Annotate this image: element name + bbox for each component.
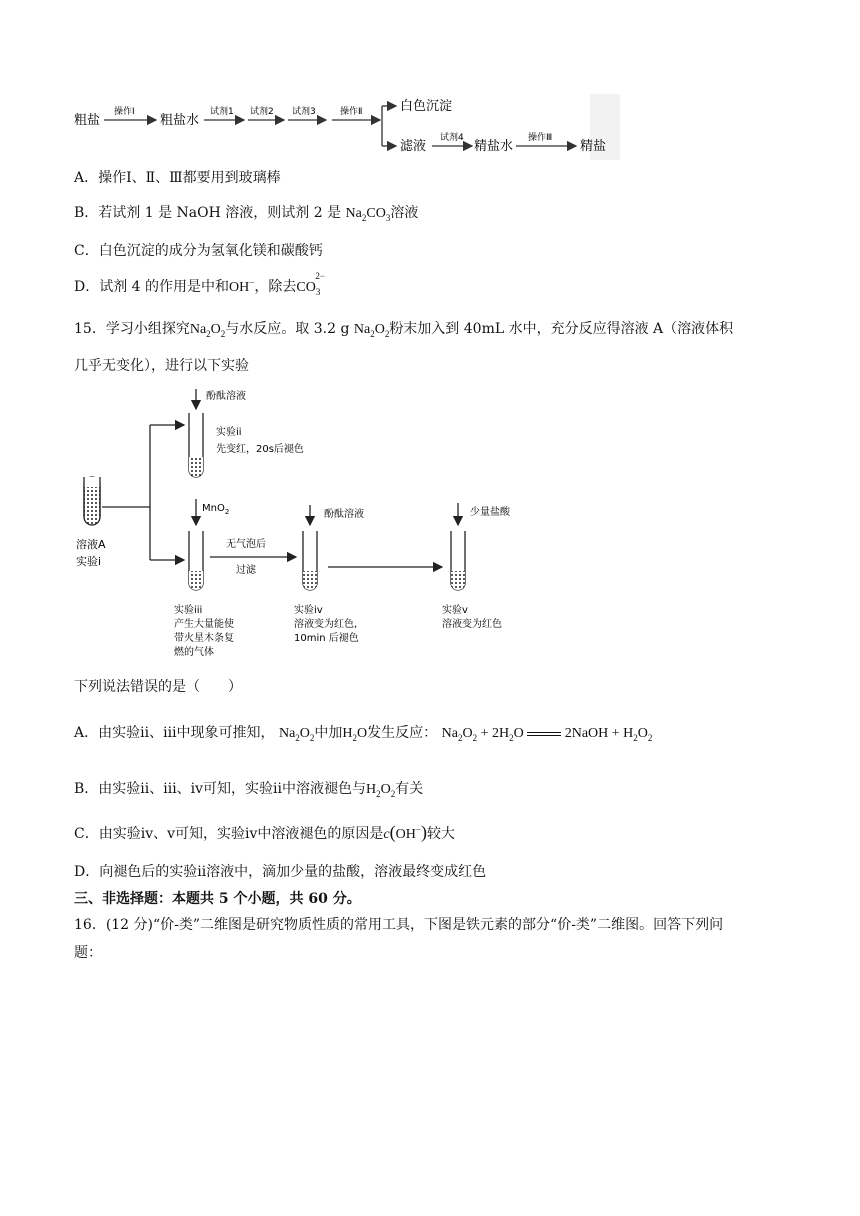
formula-na2o2: $Na_2O_2$: [189, 322, 226, 339]
q14-flow-diagram: [70, 94, 620, 160]
q15-option-d: D．向褪色后的实验ⅱ溶液中，滴加少量的盐酸，溶液最终变成红色: [74, 864, 487, 880]
flow-label-op3: 操作Ⅲ: [528, 133, 553, 143]
q15-option-c-text: C．由实验ⅳ、ⅴ可知，实验ⅳ中溶液褪色的原因是: [74, 826, 384, 842]
q15-option-a-mid: 中加: [314, 725, 343, 741]
formula-c-oh: c(OH−): [383, 822, 427, 842]
flow-node-brine: 粗盐水: [160, 113, 200, 128]
label-exp4-l1: 实验iv: [294, 605, 323, 616]
q15-stem-line2: 几乎无变化），进行以下实验: [74, 358, 249, 374]
q15-experiment-diagram: [70, 385, 550, 660]
formula-co3-ion: $CO_3^{2-}$: [296, 271, 325, 297]
label-exp3-l1: 实验iii: [174, 605, 203, 616]
q15-stem-post: 粉末加入到 40mL 水中，充分反应得溶液 A（溶液体积: [389, 321, 734, 337]
flow-label-r3: 试剂3: [292, 107, 316, 117]
q14-option-b-suffix: 溶液: [390, 205, 419, 221]
flow-node-coarse-salt: 粗盐: [74, 113, 101, 128]
label-exp1: 实验i: [76, 555, 102, 568]
q15-option-c-suffix: 较大: [426, 826, 455, 842]
tube-exp3: [189, 531, 203, 590]
q15-option-a: [74, 722, 652, 743]
flow-node-filtrate: 滤液: [400, 139, 427, 154]
flow-node-white-precipitate: 白色沉淀: [400, 99, 453, 114]
flow-node-refined-brine: 精盐水: [474, 139, 514, 154]
q14-option-d-text: D．试剂 4 的作用是中和: [74, 279, 230, 295]
label-exp3-l4: 燃的气体: [174, 647, 214, 658]
q14-option-b-text: B．若试剂 1 是 NaOH 溶液，则试剂 2 是: [74, 205, 346, 221]
q15-option-a-mid2: 发生反应：: [367, 725, 438, 741]
tube-exp5: [451, 531, 465, 590]
label-filter: 过滤: [236, 565, 256, 576]
q15-stem-line1: [74, 318, 733, 339]
section-3-heading: 三、非选择题：本题共 5 个小题，共 60 分。: [74, 891, 361, 907]
label-exp2-desc: 先变红，20s后褪色: [216, 444, 304, 455]
q14-option-b: [74, 202, 418, 223]
flow-label-op1: 操作Ⅰ: [114, 107, 135, 117]
label-mno2: MnO$_2$: [202, 503, 230, 516]
label-phenolphthalein-1: 酚酞溶液: [206, 391, 246, 402]
tube-exp4: [303, 531, 317, 590]
q15-stem-mid: 与水反应。取 3.2 g: [225, 321, 354, 337]
flow-node-refined-salt: 精盐: [580, 139, 607, 154]
label-exp3-l3: 带火星木条复: [174, 633, 234, 644]
q16-stem-line2: 题：: [74, 945, 102, 961]
label-exp5-l2: 溶液变为红色: [442, 619, 502, 630]
formula-h2o: $H_2O$: [342, 726, 368, 743]
label-solution-a: 溶液A: [76, 538, 106, 551]
q15-option-b: [74, 778, 423, 799]
label-dilute-hcl: 少量盐酸: [470, 507, 510, 518]
flow-label-r4: 试剂4: [440, 133, 464, 143]
q15-stem-pre: 15．学习小组探究: [74, 321, 190, 337]
label-exp4-l3: 10min 后褪色: [294, 633, 359, 644]
formula-oh-ion: OH−: [229, 277, 255, 295]
q16-stem-line1: 16．(12 分)“价-类”二维图是研究物质性质的常用工具，下图是铁元素的部分“价-类”二维图。回答下列问: [74, 917, 724, 933]
tube-solution-a: [84, 477, 100, 525]
label-phenolphthalein-2: 酚酞溶液: [324, 509, 364, 520]
label-no-bubbles: 无气泡后: [226, 539, 266, 550]
q14-option-a: A．操作Ⅰ、Ⅱ、Ⅲ都要用到玻璃棒: [74, 170, 281, 186]
formula-na2o2-b: $Na_2O_2$: [353, 322, 390, 339]
label-exp5-l1: 实验v: [442, 605, 468, 616]
q15-option-c: [74, 822, 455, 843]
label-exp2-title: 实验ii: [216, 427, 242, 438]
formula-na2o2-c: $Na_2O_2$: [278, 726, 315, 743]
label-exp3-l2: 产生大量能使: [174, 619, 234, 630]
q14-option-d-mid: ，除去: [254, 279, 297, 295]
q15-question: 下列说法错误的是（ ）: [74, 679, 242, 695]
q15-option-a-text: A．由实验ⅱ、ⅲ中现象可推知，: [74, 725, 275, 741]
formula-h2o2: $H_2O_2$: [366, 782, 396, 799]
label-exp4-l2: 溶液变为红色,: [294, 619, 358, 630]
flow-label-op2: 操作Ⅱ: [340, 107, 363, 117]
formula-na2co3: $Na_2CO_3$: [345, 206, 391, 223]
q15-option-b-text: B．由实验ⅱ、ⅲ、ⅳ可知，实验ⅱ中溶液褪色与: [74, 781, 367, 797]
q14-option-d: [74, 271, 330, 297]
q14-option-c: C．白色沉淀的成分为氢氧化镁和碳酸钙: [74, 243, 323, 259]
q15-option-b-suffix: 有关: [395, 781, 424, 797]
flow-label-r1: 试剂1: [210, 107, 234, 117]
equation-na2o2-h2o: $Na_2O_2 + 2H_2O$ 2NaOH + $H_2O_2$: [441, 726, 653, 743]
tube-exp2: [189, 413, 203, 477]
flow-label-r2: 试剂2: [250, 107, 274, 117]
